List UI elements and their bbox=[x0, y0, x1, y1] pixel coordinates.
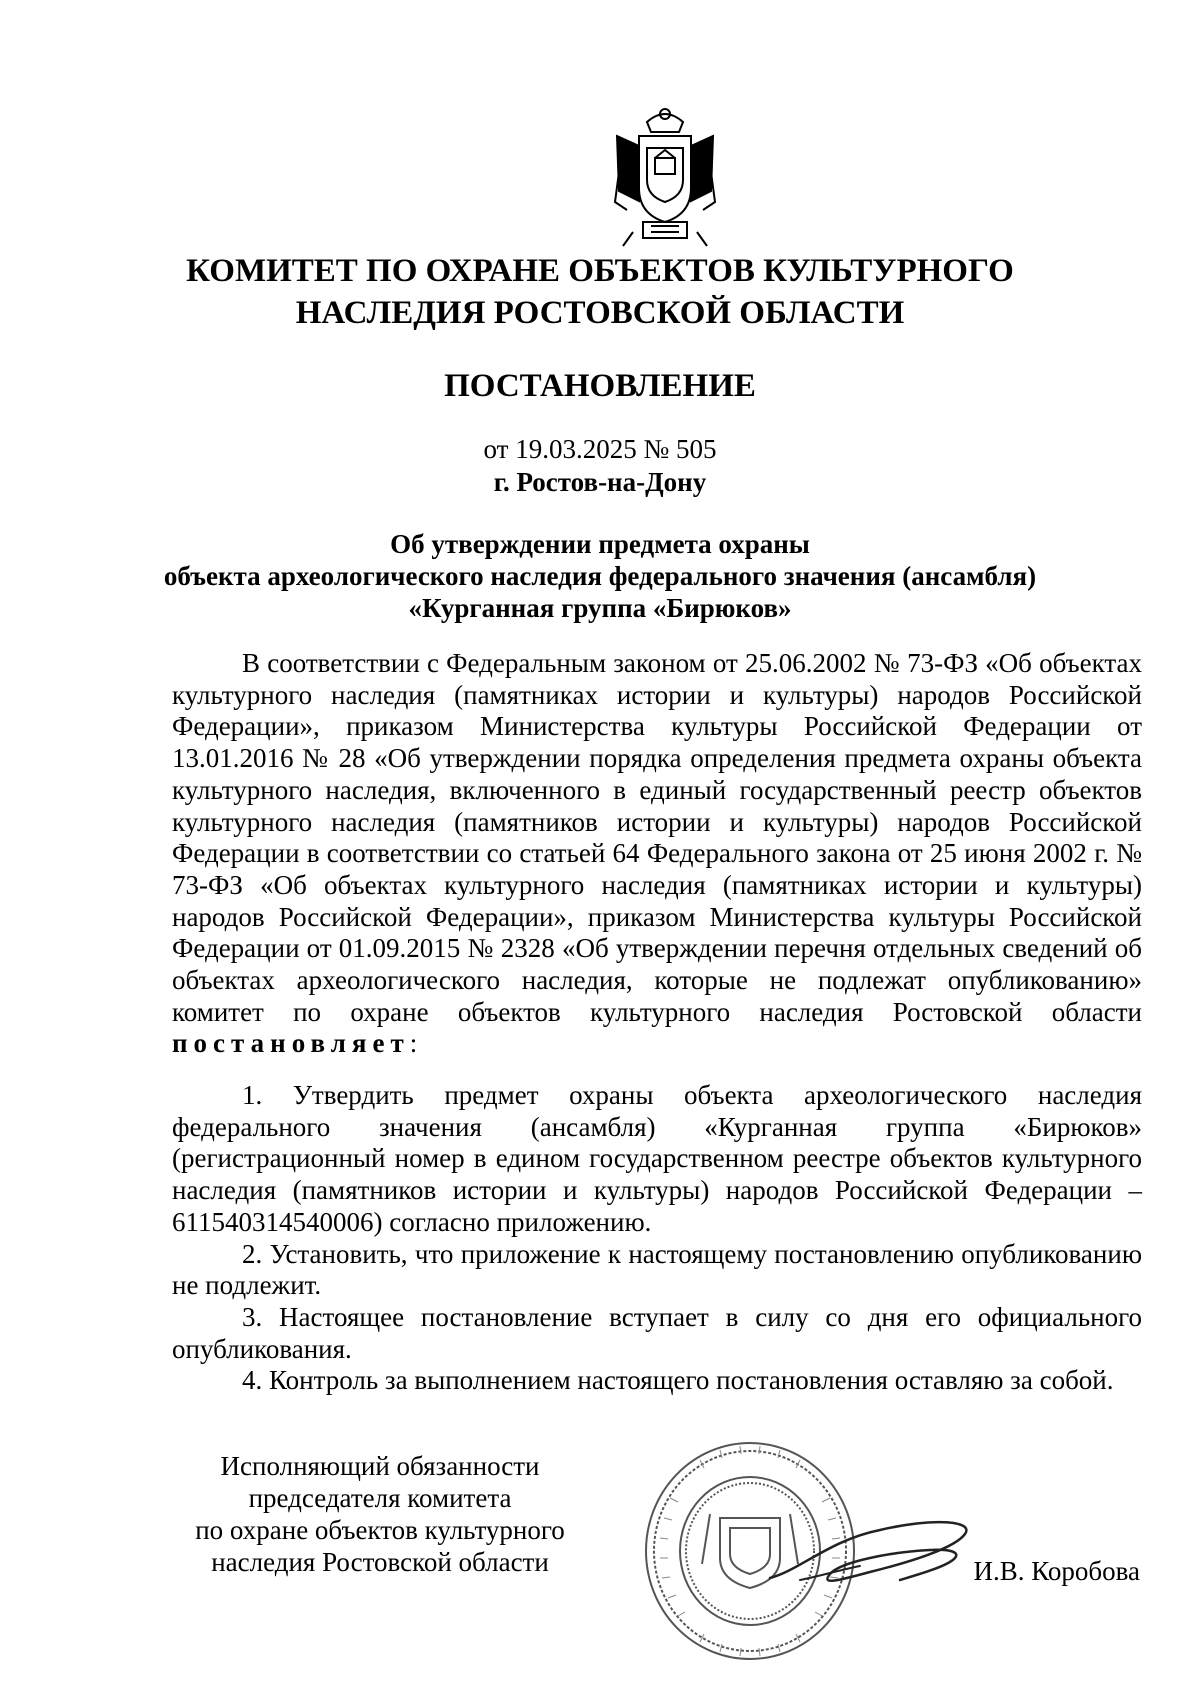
committee-line-1: КОМИТЕТ ПО ОХРАНЕ ОБЪЕКТОВ КУЛЬТУРНОГО bbox=[186, 253, 1014, 289]
handwritten-signature bbox=[760, 1500, 980, 1610]
signer-role-line-2: председателя комитета bbox=[248, 1483, 512, 1513]
committee-name bbox=[0, 250, 1200, 334]
decree-word: постановляет bbox=[172, 1028, 410, 1059]
document-city: г. Ростов-на-Дону bbox=[493, 467, 707, 497]
preamble-text: В соответствии с Федеральным законом от 25.06.2002 № 73-ФЗ «Об объектах культурного наследия (памятниках истории и культуры) народов Российской Федерации», приказом Министерства культуры Российской Федерации от 13.01.2016 № 28 «Об утверждении порядка определения предмета охраны объекта культурного наследия, включенного в единый государственный реестр объектов культурного наследия (памятников истории и культуры) народов Российской Федерации в соответствии со статьей 64 Федерального закона от 25 июня 2002 г. № 73-ФЗ «Об объектах культурного наследия (памятниках истории и культуры) народов Российской Федерации», приказом Министерства культуры Российской Федерации от 01.09.2015 № 2328 «Об утверждении перечня отдельных сведений об объектах археологического наследия, которые не подлежат опубликованию» комитет по охране объектов культурного наследия Ростовской области bbox=[172, 648, 1142, 1027]
preamble-paragraph bbox=[172, 648, 1142, 1060]
decree-items bbox=[172, 1080, 1142, 1397]
signer-role-line-4: наследия Ростовской области bbox=[211, 1547, 549, 1577]
preamble-colon: : bbox=[409, 1028, 418, 1059]
preamble bbox=[172, 648, 1142, 1060]
signer-role-line-1: Исполняющий обязанности bbox=[220, 1451, 540, 1481]
subject-line-1: Об утверждении предмета охраны bbox=[390, 529, 810, 559]
subject-line-3: «Курганная группа «Бирюков» bbox=[408, 593, 792, 623]
committee-line-2: НАСЛЕДИЯ РОСТОВСКОЙ ОБЛАСТИ bbox=[295, 295, 905, 331]
subject-line-2: объекта археологического наследия федерального значения (ансамбля) bbox=[163, 561, 1037, 591]
decree-item-1: 1. Утвердить предмет охраны объекта археологического наследия федерального значения (ансамбля) «Курганная группа «Бирюков» (регистрационный номер в едином государственном реестре объектов культурного наследия (памятников истории и культуры) народов Российской Федерации – 611540314540006) согласно приложению. bbox=[172, 1080, 1142, 1237]
decree-item-4: 4. Контроль за выполнением настоящего постановления оставляю за собой. bbox=[242, 1365, 1114, 1396]
signer-name: И.В. Коробова bbox=[973, 1556, 1140, 1586]
document-date-number: от 19.03.2025 № 505 bbox=[483, 434, 717, 464]
decree-item-2: 2. Установить, что приложение к настоящему постановлению опубликованию не подлежит. bbox=[172, 1238, 1142, 1301]
signer-position bbox=[160, 1450, 600, 1578]
document-type: ПОСТАНОВЛЕНИЕ bbox=[444, 368, 756, 404]
coat-of-arms-emblem bbox=[603, 102, 727, 252]
decree-item-3: 3. Настоящее постановление вступает в силу со дня его официального опубликования. bbox=[172, 1301, 1142, 1364]
document-subject bbox=[0, 528, 1200, 624]
signer-role-line-3: по охране объектов культурного bbox=[195, 1515, 565, 1545]
